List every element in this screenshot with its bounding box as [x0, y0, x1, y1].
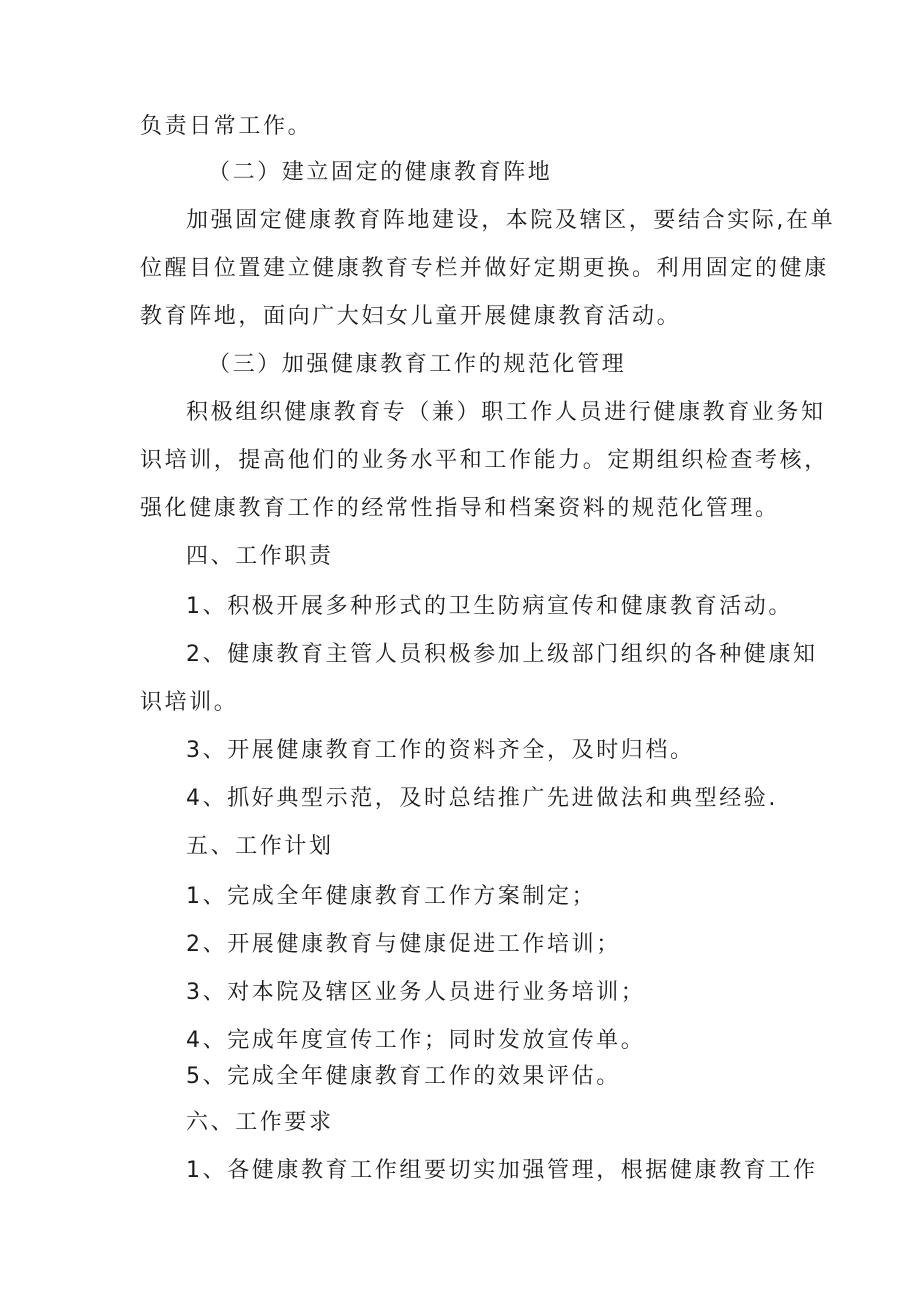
paragraph-line: 强化健康教育工作的经常性指导和档案资料的规范化管理。	[140, 496, 780, 521]
list-item: 3、对本院及辖区业务人员进行业务培训；	[186, 980, 646, 1005]
list-item: 1、完成全年健康教育工作方案制定；	[186, 884, 597, 909]
paragraph-line: 教育阵地，面向广大妇女儿童开展健康教育活动。	[140, 304, 682, 329]
section-heading: 六、工作要求	[186, 1110, 334, 1135]
section-heading: 五、工作计划	[186, 834, 334, 859]
subsection-heading: （二）建立固定的健康教育阵地	[208, 160, 553, 185]
paragraph-line: 识培训，提高他们的业务水平和工作能力。定期组织检查考核，	[140, 448, 829, 473]
list-item: 2、健康教育主管人员积极参加上级部门组织的各种健康知	[186, 642, 818, 667]
list-item-continuation: 识培训。	[140, 690, 239, 715]
section-heading: 四、工作职责	[186, 544, 334, 569]
paragraph-line: 位醒目位置建立健康教育专栏并做好定期更换。利用固定的健康	[140, 256, 829, 281]
list-item: 4、完成年度宣传工作；同时发放宣传单。	[186, 1028, 646, 1053]
list-item: 5、完成全年健康教育工作的效果评估。	[186, 1064, 621, 1089]
list-item: 1、各健康教育工作组要切实加强管理，根据健康教育工作	[186, 1158, 818, 1183]
subsection-heading: （三）加强健康教育工作的规范化管理	[208, 352, 627, 377]
paragraph-line: 积极组织健康教育专（兼）职工作人员进行健康教育业务知	[186, 400, 826, 425]
list-item: 4、抓好典型示范，及时总结推广先进做法和典型经验.	[186, 786, 778, 811]
list-item: 1、积极开展多种形式的卫生防病宣传和健康教育活动。	[186, 594, 793, 619]
paragraph-line: 加强固定健康教育阵地建设，本院及辖区，要结合实际,在单	[186, 208, 836, 233]
paragraph-continuation: 负责日常工作。	[140, 114, 313, 139]
list-item: 2、开展健康教育与健康促进工作培训；	[186, 932, 621, 957]
list-item: 3、开展健康教育工作的资料齐全，及时归档。	[186, 738, 695, 763]
